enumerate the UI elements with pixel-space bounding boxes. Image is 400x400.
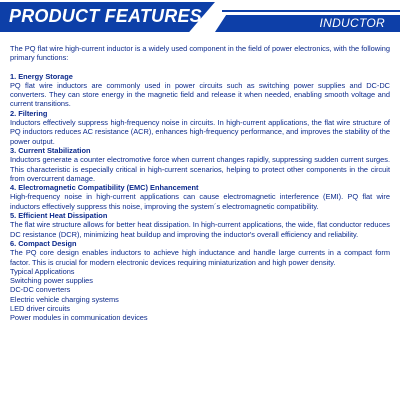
section-energy-storage bbox=[10, 72, 390, 109]
section-title: 6. Compact Design bbox=[10, 238, 77, 248]
section-title: 5. Efficient Heat Dissipation bbox=[10, 211, 108, 221]
section-body: PQ flat wire inductors are commonly used in power circuits such as switching power supplies and DC-DC converters. They can store energy in the magnetic field and release it when needed, enabling smooth voltage and current transitions. bbox=[10, 80, 390, 109]
section-body: The PQ core design enables inductors to achieve high inductance and handle large currents in a compact form factor. This is crucial for modern electronic devices requiring miniaturization and high power density. bbox=[10, 248, 390, 267]
list-item: LED driver circuits bbox=[10, 304, 70, 314]
list-item: DC-DC converters bbox=[10, 285, 71, 295]
section-title: 2. Filtering bbox=[10, 108, 48, 118]
section-filtering bbox=[10, 109, 390, 146]
intro-text: The PQ flat wire high-current inductor is a widely used component in the field of power electronics, with the following primary functions: bbox=[10, 44, 390, 63]
section-heat-dissipation bbox=[10, 211, 390, 239]
header-banner bbox=[0, 0, 400, 34]
section-body: The flat wire structure allows for better heat dissipation. In high-current applications, the wide, flat conductor reduces DC resistance (DCR), minimizing heat buildup and improving the inductor's overall efficiency and reliability. bbox=[10, 220, 390, 239]
list-item: Switching power supplies bbox=[10, 276, 93, 286]
list-item: Electric vehicle charging systems bbox=[10, 294, 119, 304]
section-title: 4. Electromagnetic Compatibility (EMC) Enhancement bbox=[10, 183, 199, 193]
section-current-stabilization bbox=[10, 146, 390, 183]
section-title: 1. Energy Storage bbox=[10, 71, 73, 81]
applications-list bbox=[10, 267, 390, 323]
page-subtitle: INDUCTOR bbox=[319, 16, 385, 30]
section-title: 3. Current Stabilization bbox=[10, 145, 91, 155]
section-body: Inductors generate a counter electromotive force when current changes rapidly, suppressing sudden current surges. This characteristic is especially critical in high-current scenarios, helping to protect other components in the circuit from overcurrent damage. bbox=[10, 155, 390, 183]
section-compact-design bbox=[10, 239, 390, 267]
applications-title: Typical Applications bbox=[10, 266, 75, 276]
page-title: PRODUCT FEATURES bbox=[9, 6, 202, 26]
section-emc-enhancement bbox=[10, 183, 390, 211]
features-content bbox=[10, 44, 390, 323]
section-body: Inductors effectively suppress high-frequency noise in circuits. In high-current applications, the flat wire structure of PQ inductors reduces AC resistance (ACR), enhances high-frequency performance, and improves the stability of the power output. bbox=[10, 118, 390, 146]
section-body: High-frequency noise in high-current applications can cause electromagnetic interference (EMI). PQ flat wire inductors effectively suppress this noise, improving the system´s electromagnetic compatibility. bbox=[10, 192, 390, 211]
accent-line bbox=[222, 10, 400, 12]
list-item: Power modules in communication devices bbox=[10, 313, 148, 323]
